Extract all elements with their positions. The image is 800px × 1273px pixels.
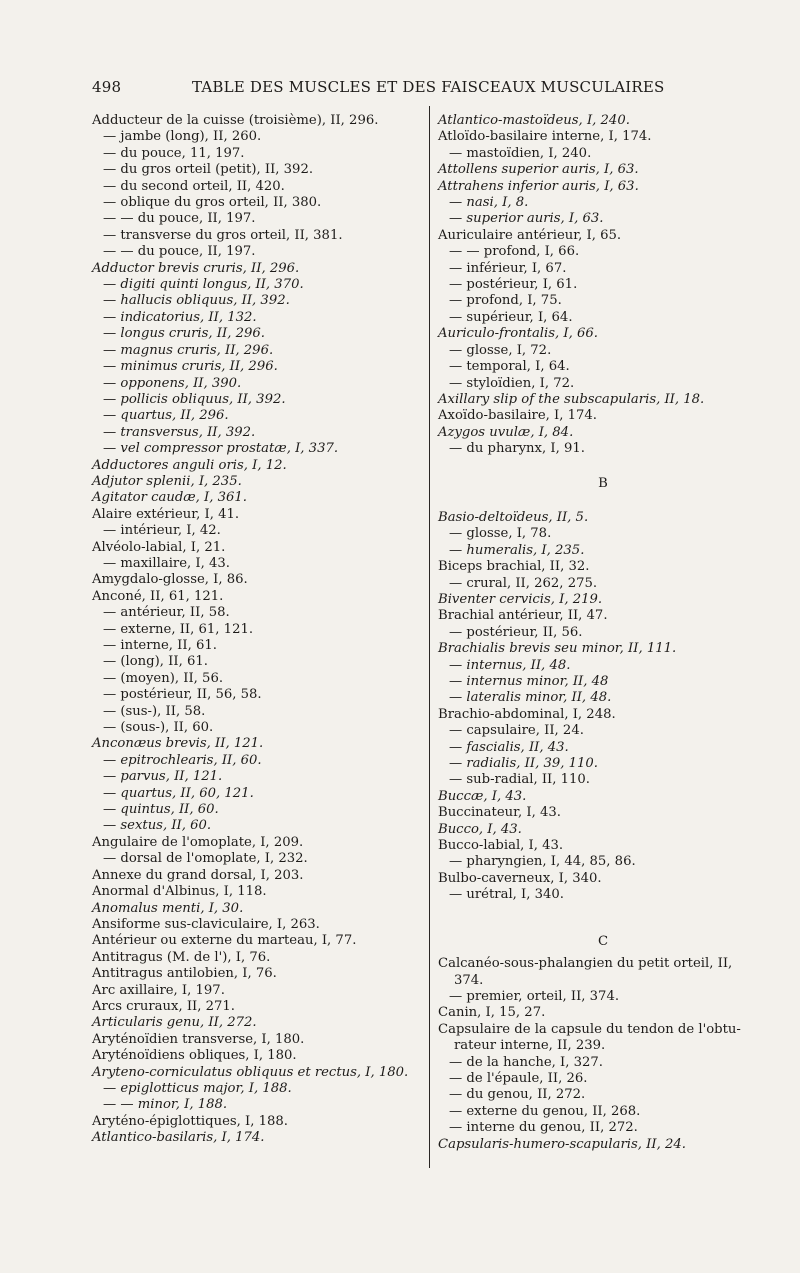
index-entry: Aryteno-corniculatus obliquus et rectus, I, 180. [92, 1064, 409, 1080]
index-entry: Aryténoïdiens obliques, I, 180. [92, 1048, 297, 1064]
index-entry: Attollens superior auris, I, 63. [438, 162, 639, 178]
index-entry: Auriculaire antérieur, I, 65. [438, 227, 622, 243]
index-subentry: — urétral, I, 340. [449, 887, 565, 903]
index-subentry: — internus minor, II, 48 [449, 674, 609, 689]
index-entry: Adjutor splenii, I, 235. [92, 473, 242, 489]
index-entry: Biceps brachial, II, 32. [438, 559, 590, 575]
index-subentry: — — du pouce, II, 197. [103, 211, 256, 227]
page-number: 498 [92, 78, 122, 96]
index-subentry: — epiglotticus major, I, 188. [103, 1080, 292, 1096]
index-entry: Anconé, II, 61, 121. [92, 588, 224, 604]
index-subentry: — quintus, II, 60. [103, 802, 219, 818]
index-subentry: — magnus cruris, II, 296. [103, 342, 274, 358]
index-subentry: — parvus, II, 121. [103, 769, 223, 785]
index-subentry: — quartus, II, 60, 121. [103, 785, 254, 801]
index-entry: Atlantico-basilaris, I, 174. [92, 1130, 265, 1146]
index-entry: Alvéolo-labial, I, 21. [92, 539, 226, 555]
index-subentry: — minimus cruris, II, 296. [103, 359, 278, 375]
index-subentry: — (sus-), II, 58. [103, 703, 206, 719]
index-subentry: — postérieur, II, 56. [449, 624, 583, 640]
section-spacer [438, 458, 768, 476]
column-divider [429, 106, 430, 1168]
index-subentry: — postérieur, II, 56, 58. [103, 687, 262, 703]
index-entry-list [92, 113, 422, 1147]
running-title: TABLE DES MUSCLES ET DES FAISCEAUX MUSCULAIRES [192, 78, 665, 96]
index-subentry: — profond, I, 75. [449, 293, 562, 309]
index-subentry: — superior auris, I, 63. [449, 211, 604, 227]
index-subentry: — externe du genou, II, 268. [449, 1103, 641, 1119]
index-entry: Biventer cervicis, I, 219. [438, 591, 603, 607]
index-subentry: — glosse, I, 78. [449, 526, 552, 542]
index-entry: Amygdalo-glosse, I, 86. [92, 572, 248, 588]
index-entry: Brachial antérieur, II, 47. [438, 608, 608, 624]
section-spacer [438, 904, 768, 934]
index-subentry: — hallucis obliquus, II, 392. [103, 293, 290, 309]
index-subentry: — premier, orteil, II, 374. [449, 988, 620, 1004]
index-entry-list [438, 956, 768, 1153]
index-entry: Atloïdo-basilaire interne, I, 174. [438, 129, 652, 145]
index-subentry: — interne du genou, II, 272. [449, 1120, 638, 1136]
index-entry: Articularis genu, II, 272. [92, 1015, 257, 1031]
index-subentry: — interne, II, 61. [103, 638, 217, 653]
index-subentry: — externe, II, 61, 121. [103, 621, 254, 637]
index-subentry: — styloïdien, I, 72. [449, 375, 575, 391]
index-entry: Brachialis brevis seu minor, II, 111. [438, 641, 677, 657]
index-subentry: — du gros orteil (petit), II, 392. [103, 162, 314, 178]
index-subentry: — de la hanche, I, 327. [449, 1054, 603, 1070]
index-entry: Alaire extérieur, I, 41. [92, 506, 240, 522]
index-entry: Annexe du grand dorsal, I, 203. [92, 867, 304, 883]
index-subentry: — vel compressor prostatæ, I, 337. [103, 441, 339, 457]
index-subentry: — pharyngien, I, 44, 85, 86. [449, 854, 636, 870]
index-entry: Adductor brevis cruris, II, 296. [92, 260, 300, 276]
index-subentry: — glosse, I, 72. [449, 342, 552, 358]
index-subentry: — transversus, II, 392. [103, 424, 256, 440]
index-subentry: — indicatorius, II, 132. [103, 309, 257, 325]
index-entry: Bucco-labial, I, 43. [438, 838, 564, 854]
index-entry: Anconæus brevis, II, 121. [92, 736, 264, 752]
index-entry: Axillary slip of the subscapularis, II, 18. [438, 391, 705, 407]
running-header [92, 78, 764, 102]
index-subentry: — — profond, I, 66. [449, 244, 580, 260]
index-subentry: — sextus, II, 60. [103, 818, 212, 834]
section-letter-b: B [598, 475, 608, 491]
index-subentry: — (moyen), II, 56. [103, 670, 224, 686]
index-entry: Arcs cruraux, II, 271. [92, 998, 236, 1014]
index-subentry: — maxillaire, I, 43. [103, 555, 230, 571]
index-entry: Buccinateur, I, 43. [438, 805, 561, 821]
index-subentry: — du genou, II, 272. [449, 1087, 586, 1103]
index-entry: Calcanéo-sous-phalangien du petit orteil, II, [438, 956, 733, 972]
index-entry: Auriculo-frontalis, I, 66. [438, 326, 598, 342]
index-subentry: — dorsal de l'omoplate, I, 232. [103, 851, 308, 867]
section-letter-c: C [597, 933, 609, 949]
section-spacer [438, 492, 768, 510]
index-subentry: — postérieur, I, 61. [449, 277, 578, 293]
index-entry: Angulaire de l'omoplate, I, 209. [92, 834, 304, 850]
index-subentry: — du pharynx, I, 91. [449, 441, 585, 457]
index-subentry: — — du pouce, II, 197. [103, 244, 256, 260]
index-entry: Buccæ, I, 43. [438, 788, 527, 804]
index-subentry: — du second orteil, II, 420. [103, 178, 285, 194]
index-entry: Atlantico-mastoïdeus, I, 240. [438, 113, 630, 128]
index-entry: Bucco, I, 43. [438, 821, 522, 837]
index-subentry: — radialis, II, 39, 110. [449, 756, 598, 772]
index-entry: Anomalus menti, I, 30. [92, 900, 244, 916]
index-subentry: — — minor, I, 188. [103, 1097, 228, 1113]
index-subentry: — mastoïdien, I, 240. [449, 145, 592, 161]
index-subentry: — humeralis, I, 235. [449, 542, 585, 558]
index-subentry: — nasi, I, 8. [449, 195, 529, 211]
right-column [438, 113, 768, 1153]
index-entry: Antérieur ou externe du marteau, I, 77. [92, 933, 357, 949]
index-entry: Agitator caudæ, I, 361. [92, 490, 247, 506]
index-entry: Adductores anguli oris, I, 12. [92, 457, 287, 473]
index-entry: Capsularis-humero-scapularis, II, 24. [438, 1136, 686, 1152]
index-subentry: — du pouce, 11, 197. [103, 145, 245, 161]
index-entry: Aryténo-épiglottiques, I, 188. [92, 1113, 288, 1129]
index-subentry: — transverse du gros orteil, II, 381. [103, 227, 343, 243]
index-entry: Capsulaire de la capsule du tendon de l'obtu- [438, 1021, 741, 1037]
index-subentry: — capsulaire, II, 24. [449, 723, 584, 739]
index-entry: Azygos uvulæ, I, 84. [438, 424, 574, 440]
index-entry: Anormal d'Albinus, I, 118. [92, 884, 267, 900]
index-subentry: — fascialis, II, 43. [449, 739, 569, 755]
index-entry: Arc axillaire, I, 197. [92, 982, 225, 998]
index-subentry: — quartus, II, 296. [103, 408, 229, 424]
index-entry: Canin, I, 15, 27. [438, 1005, 546, 1021]
index-subentry: — (long), II, 61. [103, 654, 208, 670]
index-entry: Antitragus (M. de l'), I, 76. [92, 949, 271, 965]
index-subentry: — opponens, II, 390. [103, 375, 242, 391]
index-subentry: — pollicis obliquus, II, 392. [103, 391, 286, 407]
index-entry: Adducteur de la cuisse (troisième), II, 296. [92, 113, 379, 128]
index-entry: Axoïdo-basilaire, I, 174. [438, 408, 597, 424]
left-column [92, 113, 422, 1147]
index-subentry: — supérieur, I, 64. [449, 309, 573, 325]
index-entry-list [438, 113, 768, 458]
index-subentry: — epitrochlearis, II, 60. [103, 752, 262, 768]
index-subentry: — lateralis minor, II, 48. [449, 690, 612, 706]
index-entry-continuation: 374. [454, 972, 484, 988]
index-entry: Aryténoïdien transverse, I, 180. [92, 1031, 305, 1047]
index-entry: Attrahens inferior auris, I, 63. [438, 178, 639, 194]
index-subentry: — longus cruris, II, 296. [103, 326, 265, 342]
index-entry: Basio-deltoïdeus, II, 5. [438, 509, 589, 525]
index-subentry: — inférieur, I, 67. [449, 260, 567, 276]
index-entry-list [438, 510, 768, 904]
index-entry: Brachio-abdominal, I, 248. [438, 706, 616, 722]
index-subentry: — temporal, I, 64. [449, 359, 570, 375]
index-subentry: — jambe (long), II, 260. [103, 129, 262, 145]
index-subentry: — oblique du gros orteil, II, 380. [103, 195, 322, 211]
index-entry: Antitragus antilobien, I, 76. [92, 966, 277, 982]
index-entry: Ansiforme sus-claviculaire, I, 263. [92, 916, 320, 932]
index-entry-continuation: rateur interne, II, 239. [454, 1038, 606, 1054]
index-entry: Bulbo-caverneux, I, 340. [438, 870, 602, 886]
index-subentry: — antérieur, II, 58. [103, 605, 230, 621]
index-subentry: — sub-radial, II, 110. [449, 772, 590, 788]
index-subentry: — internus, II, 48. [449, 657, 571, 673]
index-subentry: — (sous-), II, 60. [103, 720, 214, 736]
index-subentry: — intérieur, I, 42. [103, 523, 221, 539]
index-subentry: — crural, II, 262, 275. [449, 575, 598, 591]
index-subentry: — de l'épaule, II, 26. [449, 1070, 588, 1086]
index-subentry: — digiti quinti longus, II, 370. [103, 277, 304, 293]
